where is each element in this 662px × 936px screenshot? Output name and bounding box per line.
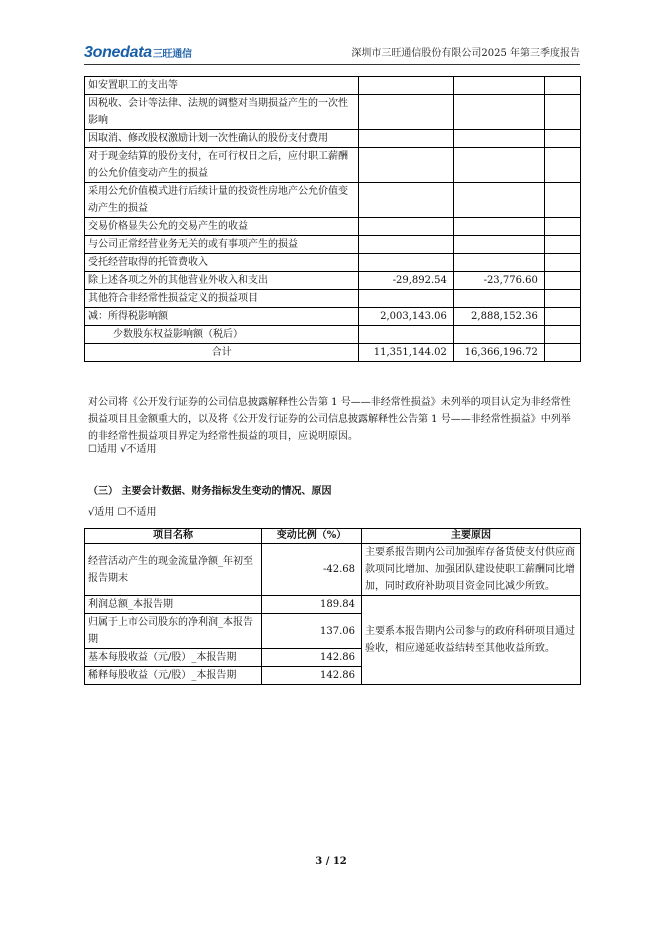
row-item: 归属于上市公司股东的净利润_本报告期 xyxy=(85,614,262,649)
table-row xyxy=(85,218,581,236)
row-reason: 主要系本报告期内公司参与的政府科研项目通过验收，相应递延收益结转至其他收益所致。 xyxy=(362,596,581,685)
row-value-ytd xyxy=(453,236,544,254)
logo-text: 3onedata xyxy=(84,44,152,61)
table-row-total xyxy=(85,344,581,362)
table-row xyxy=(85,254,581,272)
row-note xyxy=(544,218,580,236)
row-value-current: -29,892.54 xyxy=(359,272,453,290)
row-item: 其他符合非经常性损益定义的损益项目 xyxy=(85,290,359,308)
row-value-ytd xyxy=(453,183,544,218)
row-note xyxy=(544,326,580,344)
row-item: 受托经营取得的托管费收入 xyxy=(85,254,359,272)
table-row xyxy=(85,290,581,308)
row-item: 采用公允价值模式进行后续计量的投资性房地产公允价值变动产生的损益 xyxy=(85,183,359,218)
row-reason: 主要系报告期内公司加强库存备货使支付供应商款项同比增加、加强团队建设使职工薪酬同比增加，同时政府补助项目资金同比减少所致。 xyxy=(362,544,581,596)
section-applicability-check: √适用 ☐不适用 xyxy=(88,507,157,518)
row-note xyxy=(544,344,580,362)
table-row xyxy=(85,130,581,148)
row-value-current xyxy=(359,236,453,254)
row-value-ytd xyxy=(453,95,544,130)
row-value-ytd xyxy=(453,326,544,344)
row-note xyxy=(544,254,580,272)
row-value-current xyxy=(359,95,453,130)
row-value-current xyxy=(359,218,453,236)
row-item: 交易价格显失公允的交易产生的收益 xyxy=(85,218,359,236)
row-note xyxy=(544,95,580,130)
row-value-current xyxy=(359,254,453,272)
table-row xyxy=(85,596,581,614)
row-value-ytd xyxy=(453,254,544,272)
row-value-current xyxy=(359,130,453,148)
row-note xyxy=(544,308,580,326)
row-note xyxy=(544,290,580,308)
row-item: 因取消、修改股权激励计划一次性确认的股份支付费用 xyxy=(85,130,359,148)
row-item: 基本每股收益（元/股）_本报告期 xyxy=(85,649,262,667)
row-item: 与公司正常经营业务无关的或有事项产生的损益 xyxy=(85,236,359,254)
row-item: 合计 xyxy=(85,344,359,362)
row-item: 减：所得税影响额 xyxy=(85,308,359,326)
table-row xyxy=(85,77,581,95)
page-number: 3 / 12 xyxy=(315,856,347,867)
row-note xyxy=(544,130,580,148)
row-ratio: 142.86 xyxy=(262,667,362,685)
row-item: 利润总额_本报告期 xyxy=(85,596,262,614)
row-item: 除上述各项之外的其他营业外收入和支出 xyxy=(85,272,359,290)
row-value-ytd: 16,366,196.72 xyxy=(453,344,544,362)
table-row xyxy=(85,148,581,183)
col-header-reason: 主要原因 xyxy=(362,529,581,544)
row-value-current: 2,003,143.06 xyxy=(359,308,453,326)
row-value-ytd xyxy=(453,218,544,236)
row-value-ytd: 2,888,152.36 xyxy=(453,308,544,326)
table-header-row xyxy=(85,529,581,544)
row-value-ytd xyxy=(453,148,544,183)
page-header xyxy=(84,44,580,65)
row-value-current: 11,351,144.02 xyxy=(359,344,453,362)
col-header-ratio: 变动比例（%） xyxy=(262,529,362,544)
table-row xyxy=(85,308,581,326)
table-row xyxy=(85,95,581,130)
row-item: 如安置职工的支出等 xyxy=(85,77,359,95)
row-ratio: -42.68 xyxy=(262,544,362,596)
logo-cn-text: 三旺通信 xyxy=(152,49,192,60)
row-value-current xyxy=(359,148,453,183)
row-value-ytd: -23,776.60 xyxy=(453,272,544,290)
row-ratio: 142.86 xyxy=(262,649,362,667)
row-note xyxy=(544,148,580,183)
row-item: 少数股东权益影响额（税后） xyxy=(85,326,359,344)
row-value-current xyxy=(359,77,453,95)
section-heading: （三） 主要会计数据、财务指标发生变动的情况、原因 xyxy=(88,486,332,497)
row-item: 因税收、会计等法律、法规的调整对当期损益产生的一次性影响 xyxy=(85,95,359,130)
row-ratio: 137.06 xyxy=(262,614,362,649)
table-row xyxy=(85,183,581,218)
row-value-current xyxy=(359,326,453,344)
row-value-ytd xyxy=(453,130,544,148)
row-note xyxy=(544,272,580,290)
row-item: 对于现金结算的股份支付，在可行权日之后，应付职工薪酬的公允价值变动产生的损益 xyxy=(85,148,359,183)
table-row xyxy=(85,272,581,290)
table-row xyxy=(85,326,581,344)
table-row xyxy=(85,236,581,254)
company-logo xyxy=(84,44,192,64)
row-ratio: 189.84 xyxy=(262,596,362,614)
row-value-current xyxy=(359,183,453,218)
table-row xyxy=(85,544,581,596)
report-title: 深圳市三旺通信股份有限公司2025 年第三季度报告 xyxy=(351,48,580,59)
non-recurring-gains-table xyxy=(84,76,581,362)
row-item: 稀释每股收益（元/股）_本报告期 xyxy=(85,667,262,685)
row-value-ytd xyxy=(453,290,544,308)
col-header-item: 项目名称 xyxy=(85,529,262,544)
explanation-paragraph: 对公司将《公开发行证券的公司信息披露解释性公告第 1 号——非经常性损益》未列举的项目认定为非经常性损益项目且金额重大的，以及将《公开发行证券的公司信息披露解释性公告第 1 号——非经常性损益》中列举的非经常性损益项目界定为经常性损益的项目，应说明原因。 xyxy=(88,397,571,442)
row-note xyxy=(544,236,580,254)
row-note xyxy=(544,77,580,95)
row-note xyxy=(544,183,580,218)
row-value-ytd xyxy=(453,77,544,95)
indicator-change-table xyxy=(84,528,581,685)
row-item: 经营活动产生的现金流量净额_年初至报告期末 xyxy=(85,544,262,596)
row-value-current xyxy=(359,290,453,308)
applicability-check: ☐适用 √不适用 xyxy=(88,444,157,455)
